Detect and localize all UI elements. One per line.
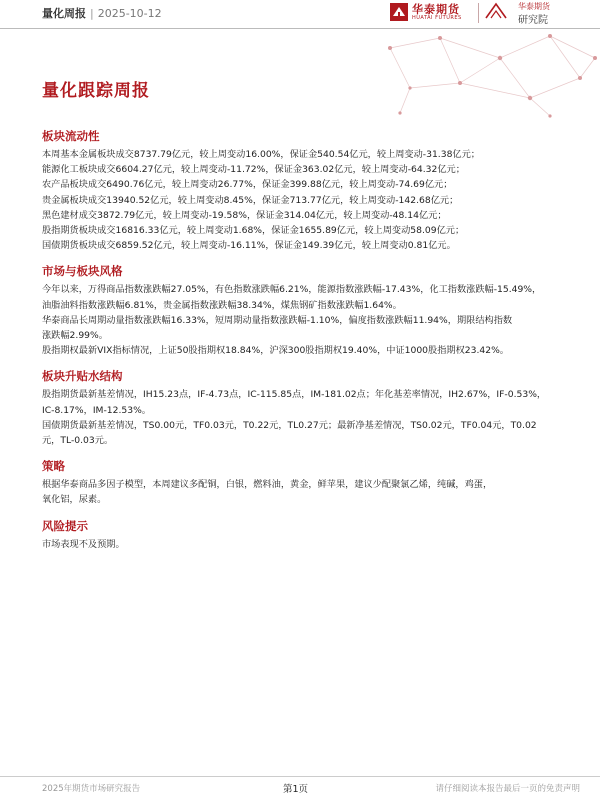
section-liquidity bbox=[42, 128, 572, 253]
section-risk bbox=[42, 518, 572, 552]
body-line: 股指期权最新VIX指标情况，上证50股指期权18.84%，沪深300股指期权19.40%，中证1000股指期权23.42%。 bbox=[42, 345, 509, 357]
body-line: 元，TL-0.03元。 bbox=[42, 435, 114, 447]
body-line: 贵金属板块成交13940.52亿元，较上周变动8.45%，保证金713.77亿元，较上周变动-142.68亿元； bbox=[42, 194, 459, 206]
footer-report-name: 2025年期货市场研究报告 bbox=[42, 784, 141, 794]
logo-divider bbox=[478, 3, 479, 23]
body-line: 国债期货板块成交6859.52亿元，较上周变动-16.11%，保证金149.39亿元，较上周变动0.81亿元。 bbox=[42, 240, 456, 252]
page-number: 第1页 bbox=[283, 784, 309, 795]
logo-cn-text: 华泰期货 bbox=[412, 3, 460, 16]
research-institute-logo bbox=[484, 1, 564, 25]
footer-disclaimer: 请仔细阅读本报告最后一页的免责声明 bbox=[435, 784, 580, 794]
body-line: 股指期货最新基差情况，IH15.23点，IF-4.73点，IC-115.85点，IM-181.02点；年化基差率情况，IH2.67%，IF-0.53%， bbox=[42, 389, 547, 401]
report-body bbox=[42, 128, 572, 562]
body-line: 本周基本金属板块成交8737.79亿元，较上周变动16.00%，保证金540.54亿元，较上周变动-31.38亿元； bbox=[42, 149, 480, 160]
body-line: 涨跌幅2.99%。 bbox=[42, 330, 108, 342]
header-left bbox=[42, 5, 162, 21]
body-line: 股指期货板块成交16816.33亿元，较上周变动1.68%，保证金1655.89亿元，较上周变动58.09亿元； bbox=[42, 225, 465, 237]
body-line: 油脂油料指数涨跌幅6.81%，贵金属指数涨跌幅38.34%，煤焦钢矿指数涨跌幅1.64%。 bbox=[42, 299, 402, 311]
section-heading: 策略 bbox=[42, 459, 65, 474]
body-line: 根据华泰商品多因子模型，本周建议多配铜，白银，燃料油，黄金，鲜苹果，建议少配聚氯乙烯，纯碱，鸡蛋， bbox=[42, 479, 493, 491]
section-heading: 板块升贴水结构 bbox=[42, 369, 123, 384]
header-separator: | bbox=[90, 7, 94, 20]
network-banner-graphic bbox=[380, 28, 600, 118]
logo2-cn2-text: 研究院 bbox=[518, 15, 548, 26]
footer-divider bbox=[0, 776, 600, 777]
body-line: 能源化工板块成交6604.27亿元，较上周变动-11.72%，保证金363.02亿元，较上周变动-64.32亿元； bbox=[42, 164, 465, 176]
body-line: 今年以来，万得商品指数涨跌幅27.05%，有色指数涨跌幅6.21%，能源指数涨跌幅-17.43%，化工指数涨跌幅-15.49%， bbox=[42, 284, 542, 296]
page-title: 量化跟踪周报 bbox=[42, 81, 150, 101]
page-header bbox=[0, 0, 600, 29]
body-line: IC-8.17%，IM-12.53%。 bbox=[42, 404, 151, 416]
body-line: 市场表现不及预期。 bbox=[42, 538, 125, 550]
huatai-futures-logo bbox=[390, 1, 470, 25]
body-line: 国债期货最新基差情况，TS0.00元，TF0.03元，T0.22元，TL0.27元；最新净基差情况，TS0.02元，TF0.04元，T0.02 bbox=[42, 419, 537, 431]
body-line: 华泰商品长周期动量指数涨跌幅16.33%，短周期动量指数涨跌幅-1.10%，偏度指数涨跌幅11.94%，期限结构指数 bbox=[42, 314, 513, 326]
logo2-cn1-text: 华泰期货 bbox=[518, 2, 550, 11]
report-type: 量化周报 bbox=[42, 7, 86, 20]
body-line: 氧化铝，尿素。 bbox=[42, 494, 107, 506]
research-logo-icon bbox=[484, 2, 508, 20]
section-heading: 风险提示 bbox=[42, 518, 88, 533]
report-date: 2025-10-12 bbox=[97, 7, 162, 20]
section-heading: 市场与板块风格 bbox=[42, 264, 123, 279]
body-line: 黑色建材成交3872.79亿元，较上周变动-19.58%，保证金314.04亿元，较上周变动-48.14亿元； bbox=[42, 209, 447, 221]
section-market-style bbox=[42, 263, 572, 358]
section-heading: 板块流动性 bbox=[42, 129, 100, 143]
section-strategy bbox=[42, 458, 572, 507]
logo-en-text: HUATAI FUTURES bbox=[412, 15, 462, 21]
huatai-logo-icon bbox=[390, 3, 408, 21]
section-basis-structure bbox=[42, 368, 572, 448]
body-line: 农产品板块成交6490.76亿元，较上周变动26.77%，保证金399.88亿元，较上周变动-74.69亿元； bbox=[42, 179, 453, 191]
